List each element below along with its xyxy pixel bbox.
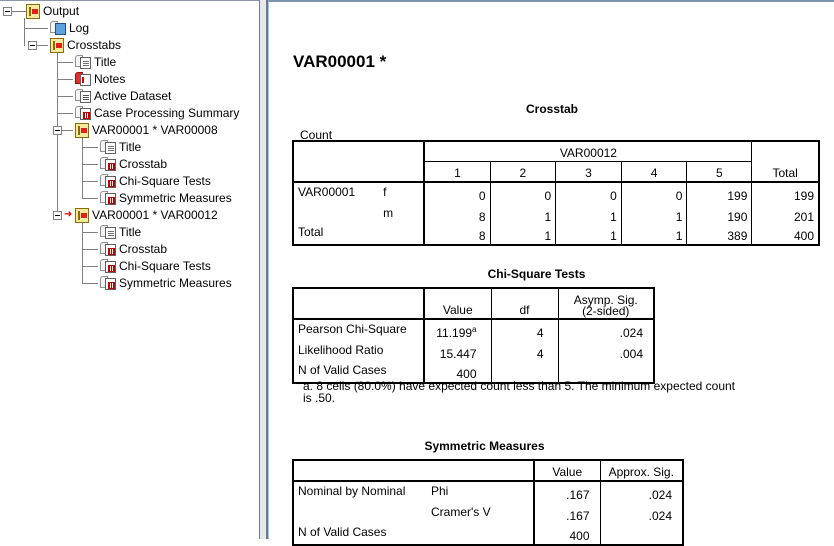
- log-icon: [50, 20, 66, 36]
- notes-icon: [75, 71, 91, 87]
- df-header: df: [491, 288, 558, 319]
- tree-item-notes[interactable]: [75, 71, 125, 87]
- symmetric-measures-caption: Symmetric Measures: [424, 439, 545, 453]
- table-row: [293, 319, 654, 341]
- layer-label: Count: [300, 128, 333, 142]
- cell-sig: .024: [600, 503, 683, 524]
- tree-item-label: Output: [43, 4, 80, 18]
- cell-total: 201: [752, 204, 819, 225]
- cell-value: 1: [621, 204, 687, 225]
- tree-item-label: Chi-Square Tests: [119, 259, 211, 273]
- table-row: [293, 204, 819, 225]
- tree-item-chi-square-tests[interactable]: [100, 258, 211, 274]
- tree-item-label: Symmetric Measures: [119, 191, 232, 205]
- cell-sig: .024: [600, 481, 683, 503]
- table-icon: [100, 156, 116, 172]
- cell-sig: .004: [558, 341, 654, 362]
- col-variable-header: VAR00012: [424, 141, 751, 162]
- tree-item-crosstab[interactable]: [100, 241, 167, 257]
- cell-value: 0: [490, 182, 556, 204]
- tree-item-chi-square-tests[interactable]: [100, 173, 211, 189]
- row-label: N of Valid Cases: [298, 525, 387, 539]
- table-icon: [100, 258, 116, 274]
- title-icon: [75, 54, 91, 70]
- book-icon: [50, 38, 64, 53]
- table-icon: [100, 275, 116, 291]
- tree-item-active-dataset[interactable]: [75, 88, 171, 104]
- table-row: [293, 524, 683, 545]
- page-title: VAR00001 *: [293, 52, 387, 71]
- value-header: Value: [534, 460, 600, 481]
- cell-value: 8: [424, 225, 490, 245]
- chi-square-footnote: [303, 380, 735, 404]
- collapse-toggle-group1[interactable]: [53, 126, 62, 135]
- table-row: [293, 481, 683, 503]
- tree-item-label: VAR00001 * VAR00012: [92, 208, 218, 222]
- col-header: 3: [556, 162, 622, 183]
- table-row: [293, 225, 819, 245]
- collapse-toggle-crosstabs[interactable]: [28, 41, 37, 50]
- col-header: 1: [424, 162, 490, 183]
- tree-item-crosstab[interactable]: [100, 156, 167, 172]
- col-header: 2: [490, 162, 556, 183]
- tree-item-title[interactable]: [75, 54, 116, 70]
- col-header: 4: [621, 162, 687, 183]
- tree-item-log[interactable]: [50, 20, 89, 36]
- table-row: [293, 341, 654, 362]
- table-icon: [100, 173, 116, 189]
- cell-value: 400: [534, 524, 600, 545]
- viewer-pane[interactable]: [268, 0, 834, 543]
- tree-item-label: Title: [119, 225, 142, 239]
- tree-item-output[interactable]: [26, 3, 79, 19]
- symmetric-measures-table: [292, 459, 684, 546]
- tree-item-title[interactable]: [100, 224, 141, 240]
- collapse-toggle-output[interactable]: [3, 7, 12, 16]
- cell-value: 190: [687, 204, 752, 225]
- row-category: f: [383, 185, 387, 199]
- value-header: Value: [424, 288, 491, 319]
- cell-value: 0: [424, 182, 490, 204]
- cell-df: 4: [491, 341, 558, 362]
- outline-pane[interactable]: [0, 0, 259, 539]
- sig-header: [558, 288, 654, 319]
- cell-value: 0: [556, 182, 622, 204]
- col-header: 5: [687, 162, 752, 183]
- collapse-toggle-group2[interactable]: [53, 211, 62, 220]
- tree-item-case-processing-summary[interactable]: [75, 105, 239, 121]
- tree-item-label: Log: [69, 21, 90, 35]
- row-label: Cramer's V: [431, 505, 491, 519]
- crosstab-caption: Crosstab: [525, 102, 578, 116]
- tree-item-symmetric-measures[interactable]: [100, 190, 232, 206]
- tree-item-label: Crosstabs: [67, 38, 122, 52]
- cell-value: 15.447: [424, 341, 491, 362]
- book-icon: [75, 123, 89, 138]
- tree-item-label: Symmetric Measures: [119, 276, 232, 290]
- title-icon: [100, 224, 116, 240]
- cell-value: .167: [534, 503, 600, 524]
- row-category: m: [383, 206, 394, 220]
- current-item-arrow-icon: ➜: [64, 209, 73, 220]
- crosstab-table: [292, 140, 820, 246]
- chi-square-table: [292, 287, 655, 384]
- pane-splitter[interactable]: [259, 0, 268, 539]
- tree-item-group2[interactable]: [75, 207, 218, 223]
- cell-value: 1: [621, 225, 687, 245]
- cell-value: .167: [534, 481, 600, 503]
- cell-value: [424, 319, 491, 341]
- book-icon: [75, 208, 89, 223]
- sig-header-line2: (2-sided): [582, 304, 630, 318]
- tree-item-label: Title: [119, 140, 142, 154]
- cell-total: 199: [752, 182, 819, 204]
- chi-square-caption: Chi-Square Tests: [487, 267, 586, 281]
- cell-value: 1: [490, 225, 556, 245]
- tree-item-label: Active Dataset: [94, 89, 172, 103]
- footnote-line: a. 8 cells (80.0%) have expected count less than 5. The minimum expected count: [303, 379, 736, 393]
- tree-item-label: Crosstab: [119, 157, 168, 171]
- footnote-marker: a: [472, 325, 477, 334]
- cell-sig: .024: [558, 319, 654, 341]
- row-label: Pearson Chi-Square: [298, 322, 407, 336]
- row-variable-label: VAR00001: [298, 185, 356, 199]
- row-label: Phi: [431, 484, 449, 498]
- row-label: Likelihood Ratio: [298, 343, 384, 357]
- cell-df: 4: [491, 319, 558, 341]
- table-icon: [100, 190, 116, 206]
- book-icon: [26, 4, 40, 19]
- cell-value: 8: [424, 204, 490, 225]
- tree-item-group1[interactable]: [75, 122, 218, 138]
- tree-item-label: Case Processing Summary: [94, 106, 240, 120]
- cell-value: 1: [490, 204, 556, 225]
- title-icon: [100, 139, 116, 155]
- pearson-value: 11.199: [436, 326, 473, 340]
- group-label: Nominal by Nominal: [298, 484, 406, 498]
- tree-item-symmetric-measures[interactable]: [100, 275, 232, 291]
- cell-value: 0: [621, 182, 687, 204]
- cell-value: 199: [687, 182, 752, 204]
- tree-item-crosstabs[interactable]: [50, 37, 121, 53]
- cell-value: 400: [424, 362, 491, 383]
- cell-value: 1: [556, 225, 622, 245]
- table-row: [293, 182, 819, 204]
- tree-item-label: VAR00001 * VAR00008: [92, 123, 218, 137]
- total-header: Total: [752, 141, 819, 182]
- total-row-label: Total: [298, 225, 324, 239]
- tree-item-label: Title: [94, 55, 117, 69]
- row-label: N of Valid Cases: [298, 363, 387, 377]
- cell-value: 1: [556, 204, 622, 225]
- tree-item-label: Notes: [94, 72, 126, 86]
- table-icon: [75, 105, 91, 121]
- cell-value: 389: [687, 225, 752, 245]
- document-icon: [75, 88, 91, 104]
- table-row: [293, 503, 683, 524]
- tree-item-label: Chi-Square Tests: [119, 174, 211, 188]
- cell-total: 400: [752, 225, 819, 245]
- sig-header-line1: Asymp. Sig.: [573, 293, 638, 307]
- tree-item-title[interactable]: [100, 139, 141, 155]
- table-icon: [100, 241, 116, 257]
- footnote-line: is .50.: [303, 391, 336, 405]
- tree-item-label: Crosstab: [119, 242, 168, 256]
- sig-header: Approx. Sig.: [600, 460, 683, 481]
